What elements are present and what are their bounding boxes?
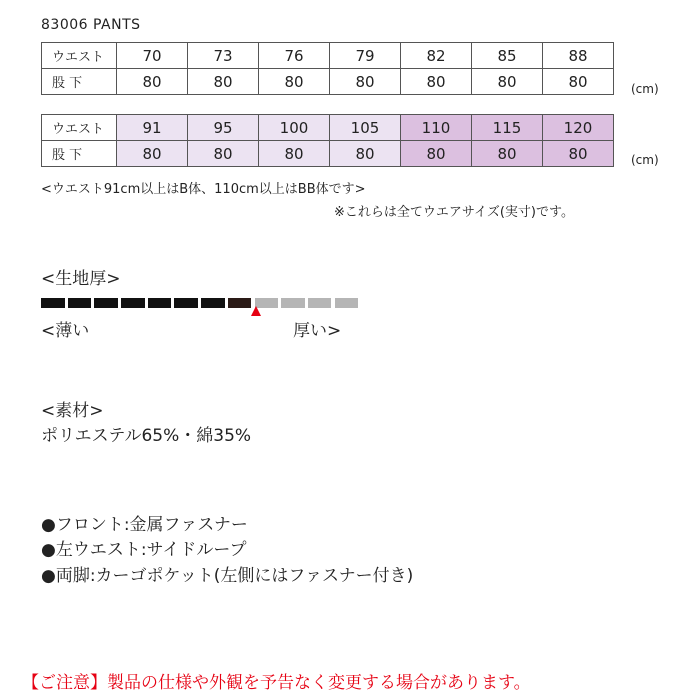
table-cell: 100 [259,115,330,141]
size-table-large [41,114,614,167]
table-cell: 82 [401,43,472,69]
row-header-waist: ウエスト [42,43,117,69]
table-cell: 115 [472,115,543,141]
table-cell: 73 [188,43,259,69]
table-row-inseam [42,141,614,167]
thin-label: <薄い [41,321,90,341]
table-cell: 110 [401,115,472,141]
thick-label: 厚い> [293,321,342,341]
gauge-segment [174,298,198,308]
row-header-inseam: 股 下 [42,69,117,95]
table-cell: 79 [330,43,401,69]
table-cell: 80 [259,69,330,95]
table-cell: 70 [117,43,188,69]
thickness-marker-icon [251,306,261,316]
unit-label: (cm) [631,153,659,167]
table-cell: 80 [543,141,614,167]
table-cell: 80 [401,141,472,167]
gauge-segment [41,298,65,308]
thickness-heading: <生地厚> [41,269,121,289]
table-cell: 80 [543,69,614,95]
table-cell: 91 [117,115,188,141]
row-header-waist: ウエスト [42,115,117,141]
table-cell: 120 [543,115,614,141]
table-cell: 105 [330,115,401,141]
gauge-segment [94,298,118,308]
table-cell: 80 [401,69,472,95]
gauge-segment [228,298,252,308]
gauge-segment [68,298,92,308]
table-cell: 80 [117,141,188,167]
table-row-inseam [42,69,614,95]
gauge-segment [335,298,359,308]
feature-item: ●フロント:金属ファスナー [41,515,248,535]
row-header-inseam: 股 下 [42,141,117,167]
caution-notice: 【ご注意】製品の仕様や外観を予告なく変更する場合があります。 [22,673,531,693]
product-title: 83006 PANTS [41,17,141,33]
table-cell: 85 [472,43,543,69]
size-table-regular [41,42,614,95]
feature-item: ●両脚:カーゴポケット(左側にはファスナー付き) [41,566,414,586]
table-cell: 76 [259,43,330,69]
unit-label: (cm) [631,82,659,96]
table-cell: 80 [330,69,401,95]
gauge-segment [121,298,145,308]
gauge-segment [308,298,332,308]
table-cell: 80 [472,69,543,95]
material-value: ポリエステル65%・綿35% [41,426,252,446]
table-row-waist [42,43,614,69]
table-cell: 80 [259,141,330,167]
table-cell: 80 [188,69,259,95]
feature-item: ●左ウエスト:サイドループ [41,540,247,560]
gauge-segment [281,298,305,308]
table-cell: 80 [188,141,259,167]
body-type-note: <ウエスト91cm以上はB体、110cm以上はBB体です> [41,182,366,197]
table-cell: 80 [472,141,543,167]
table-cell: 88 [543,43,614,69]
material-heading: <素材> [41,401,104,421]
table-cell: 95 [188,115,259,141]
actual-size-note: ※これらは全てウエアサイズ(実寸)です。 [334,205,574,220]
gauge-segment [148,298,172,308]
table-cell: 80 [330,141,401,167]
table-row-waist [42,115,614,141]
table-cell: 80 [117,69,188,95]
thickness-gauge [41,298,363,308]
gauge-segment [201,298,225,308]
